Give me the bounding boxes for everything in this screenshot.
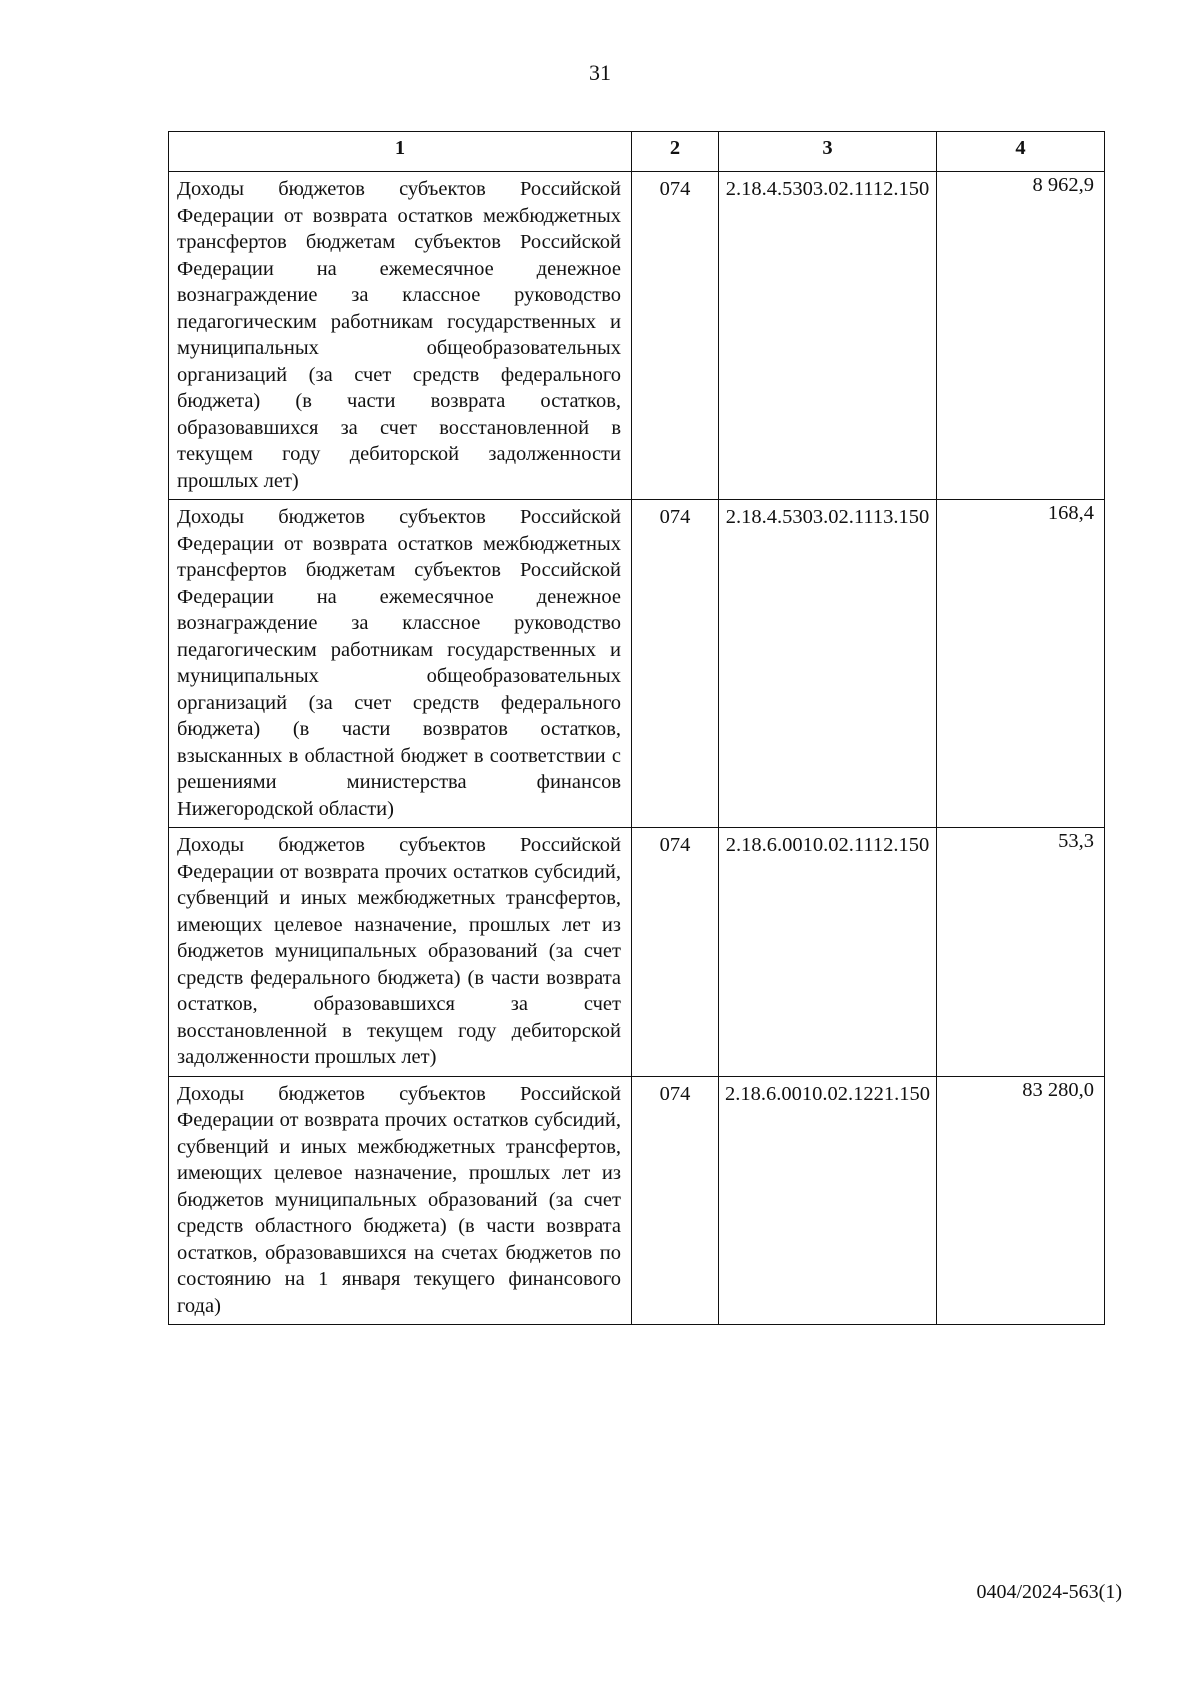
table-row	[169, 500, 1105, 828]
table-row	[169, 828, 1105, 1077]
row-admin-code: 074	[632, 172, 719, 500]
row-admin-code: 074	[632, 500, 719, 828]
column-header-2: 2	[632, 132, 719, 172]
row-description: Доходы бюджетов субъектов Российской Федерации от возврата прочих остатков субсидий, субвенций и иных межбюджетных трансфертов, имеющих целевое назначение, прошлых лет из бюджетов муниципальных образований (за счет средств федерального бюджета) (в части возврата остатков, образовавшихся за счет восстановленной в текущем году дебиторской задолженности прошлых лет)	[169, 828, 632, 1077]
row-amount: 168,4	[937, 500, 1105, 828]
table-header-row	[169, 132, 1105, 172]
page-number: 31	[589, 60, 611, 85]
row-classification-code: 2.18.4.5303.02.1113.150	[719, 500, 937, 828]
column-header-4: 4	[937, 132, 1105, 172]
budget-revenue-table	[168, 131, 1105, 1325]
row-classification-code: 2.18.6.0010.02.1221.150	[719, 1076, 937, 1325]
document-number: 0404/2024-563(1)	[976, 1581, 1122, 1603]
row-classification-code: 2.18.4.5303.02.1112.150	[719, 172, 937, 500]
row-description: Доходы бюджетов субъектов Российской Федерации от возврата прочих остатков субсидий, субвенций и иных межбюджетных трансфертов, имеющих целевое назначение, прошлых лет из бюджетов муниципальных образований (за счет средств областного бюджета) (в части возврата остатков, образовавшихся на счетах бюджетов по состоянию на 1 января текущего финансового года)	[169, 1076, 632, 1325]
row-amount: 8 962,9	[937, 172, 1105, 500]
row-description: Доходы бюджетов субъектов Российской Федерации от возврата остатков межбюджетных трансфертов бюджетам субъектов Российской Федерации на ежемесячное денежное вознаграждение за классное руководство педагогическим работникам государственных и муниципальных общеобразовательных организаций (за счет средств федерального бюджета) (в части возврата остатков, образовавшихся за счет восстановленной в текущем году дебиторской задолженности прошлых лет)	[169, 172, 632, 500]
row-admin-code: 074	[632, 1076, 719, 1325]
column-header-1: 1	[169, 132, 632, 172]
table-row	[169, 172, 1105, 500]
row-classification-code: 2.18.6.0010.02.1112.150	[719, 828, 937, 1077]
row-amount: 53,3	[937, 828, 1105, 1077]
column-header-3: 3	[719, 132, 937, 172]
row-admin-code: 074	[632, 828, 719, 1077]
table-row	[169, 1076, 1105, 1325]
row-description: Доходы бюджетов субъектов Российской Федерации от возврата остатков межбюджетных трансфертов бюджетам субъектов Российской Федерации на ежемесячное денежное вознаграждение за классное руководство педагогическим работникам государственных и муниципальных общеобразовательных организаций (за счет средств федерального бюджета) (в части возвратов остатков, взысканных в областной бюджет в соответствии с решениями министерства финансов Нижегородской области)	[169, 500, 632, 828]
row-amount: 83 280,0	[937, 1076, 1105, 1325]
